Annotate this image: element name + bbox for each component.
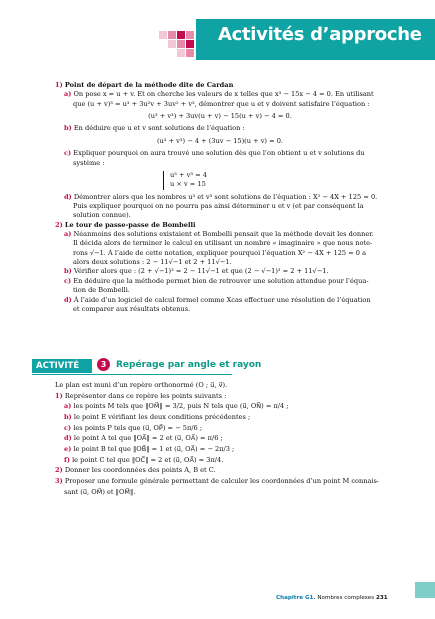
equation-system [163,171,240,190]
text-line: Néanmoins des solutions existaient et Bombelli pensait que la méthode devait les donner. [73,230,374,239]
question-2 [55,465,385,476]
item-text: les points M tels que ‖OM⃗‖ = 3/2, puis N tels que (u⃗, ON⃗) = π/4 ; [73,402,289,411]
item-tag: e) [64,445,72,454]
divider [32,374,232,375]
item-tag: b) [64,267,72,276]
part2-a [55,230,385,239]
item-tag: b) [64,124,72,133]
item-tag: c) [64,149,72,158]
item-tag: a) [64,90,72,99]
part2-title: Le tour de passe-passe de Bombelli [64,220,196,229]
item-text: le point B tel que ‖OB⃗‖ = 1 et (u⃗, OA⃗) = − 2π/3 ; [73,445,235,454]
part1-number: 1) [55,81,63,89]
page-banner [0,19,435,60]
item-tag: d) [64,295,72,304]
footer-bar [415,582,435,598]
part1-d [55,193,385,202]
decor-square [177,49,185,57]
equation: (u³ + v³) + 3uv(u + v) − 15(u + v) − 4 = 0. [148,112,292,121]
footer-chapter: Chapitre G1. [276,595,316,601]
part2-d [55,296,385,305]
activity-header [32,359,332,373]
text-line: En déduire que la méthode permet bien de retrouver une solution attendue pour l’équa- [73,276,369,285]
decor-square [168,31,176,39]
activity-intro: Le plan est muni d’un repère orthonormé (O ; u⃗, v⃗). [55,381,228,389]
text-line: tion de Bombelli. [73,286,130,295]
text-line: Puis expliquer pourquoi on ne pourra pas ainsi déterminer u et v (et par conséquent la [73,201,364,210]
decor-square [159,31,167,39]
equation: (u³ + v³) − 4 + (3uv − 15)(u + v) = 0. [156,136,283,145]
footer-title: Nombres complexes [317,595,375,601]
page-number: 231 [375,595,388,601]
part2-c [55,277,385,286]
text-line: On pose x = u + v. Et on cherche les valeurs de x telles que x³ − 15x − 4 = 0. En utilisant [73,90,374,99]
activity-label: ACTIVITÉ [36,361,80,371]
part1-b [55,124,385,133]
text-line: que (u + v)³ = u³ + 3u²v + 3uv² + v³, démontrer que u et v doivent satisfaire l’équation : [73,99,370,108]
item-tag: a) [64,402,72,411]
text-line: système : [73,158,105,167]
part1-heading [55,81,385,90]
part1-a [55,90,385,99]
activity-label-box [32,359,92,373]
page-footer [276,595,388,601]
list-item [55,423,385,434]
question-3 [55,476,385,487]
decor-square [168,40,176,48]
text-line: et comparer aux résultats obtenus. [73,304,191,313]
question-text: Donner les coordonnées des points A, B et C. [64,466,216,475]
decor-square [186,49,194,57]
item-tag: c) [64,276,72,285]
text-line: sant (u⃗, OM⃗) et ‖OM⃗‖. [64,487,136,496]
text-line: rons √−1. À l’aide de cette notation, expliquer pourquoi l’équation X² − 4X + 125 = 0 a [73,248,367,257]
text-line: Vérifier alors que : (2 + √−1)³ = 2 − 11√−1 et que (2 − √−1)³ = 2 + 11√−1. [73,267,329,276]
item-tag: a) [64,230,72,239]
list-item [55,433,385,444]
part2-heading [55,221,385,230]
activity-content [55,380,385,497]
text-line: Il décida alors de terminer le calcul en utilisant un nombre « imaginaire » que nous note- [73,239,373,248]
activity-number: 3 [97,358,110,371]
text-line: Démontrer alors que les nombres u³ et v³ sont solutions de l’équation : X² − 4X + 125 = 0. [73,192,378,201]
decor-square [177,40,185,48]
item-tag: b) [64,413,72,422]
list-item [55,444,385,455]
part2-b [55,267,385,276]
text-line: Expliquer pourquoi on aura trouvé une solution dès que l’on obtient u et v solutions du [73,149,365,158]
question-1 [55,391,385,402]
item-tag: d) [64,434,72,443]
decor-square [186,40,194,48]
system-row: u³ + v³ = 4 [170,170,207,179]
question-number: 2) [55,466,63,475]
text-line: À l’aide d’un logiciel de calcul formel comme Xcas effectuer une résolution de l’équation [73,295,371,304]
part1-c [55,149,385,158]
item-tag: f) [64,455,70,464]
system-row: u × v = 15 [170,180,206,189]
item-text: le point C tel que ‖OC⃗‖ = 2 et (u⃗, OA⃗) = 3π/4. [72,455,224,464]
item-text: les points P tels que (u⃗, OP⃗) = − 5π/6 ; [73,423,203,432]
page-title: Activités d’approche [218,24,422,45]
activity-title: Repérage par angle et rayon [116,360,262,370]
item-text: le point E vérifiant les deux conditions précédentes ; [73,413,251,422]
decor-square [177,31,185,39]
part2-number: 2) [55,220,63,229]
question-number: 3) [55,477,63,486]
question-text: Représenter dans ce repère les points suivants : [64,391,227,400]
text-line: alors deux solutions : 2 − 11√−1 et 2 + 11√−1. [73,258,232,267]
list-item [55,401,385,412]
item-text: le point A tel que ‖OA⃗‖ = 2 et (u⃗, OA⃗) = π/6 ; [73,434,223,443]
question-text: Proposer une formule générale permettant de calculer les coordonnées d’un point M connais- [64,477,380,486]
list-item [55,455,385,466]
text-line: solution connue). [73,211,131,220]
decor-square [186,31,194,39]
exercise-content [55,81,385,314]
text-line: En déduire que u et v sont solutions de l’équation : [73,124,245,133]
part1-title: Point de départ de la méthode dite de Cardan [64,81,234,89]
item-tag: c) [64,423,72,432]
list-item [55,412,385,423]
question-number: 1) [55,391,63,400]
item-tag: d) [64,192,72,201]
